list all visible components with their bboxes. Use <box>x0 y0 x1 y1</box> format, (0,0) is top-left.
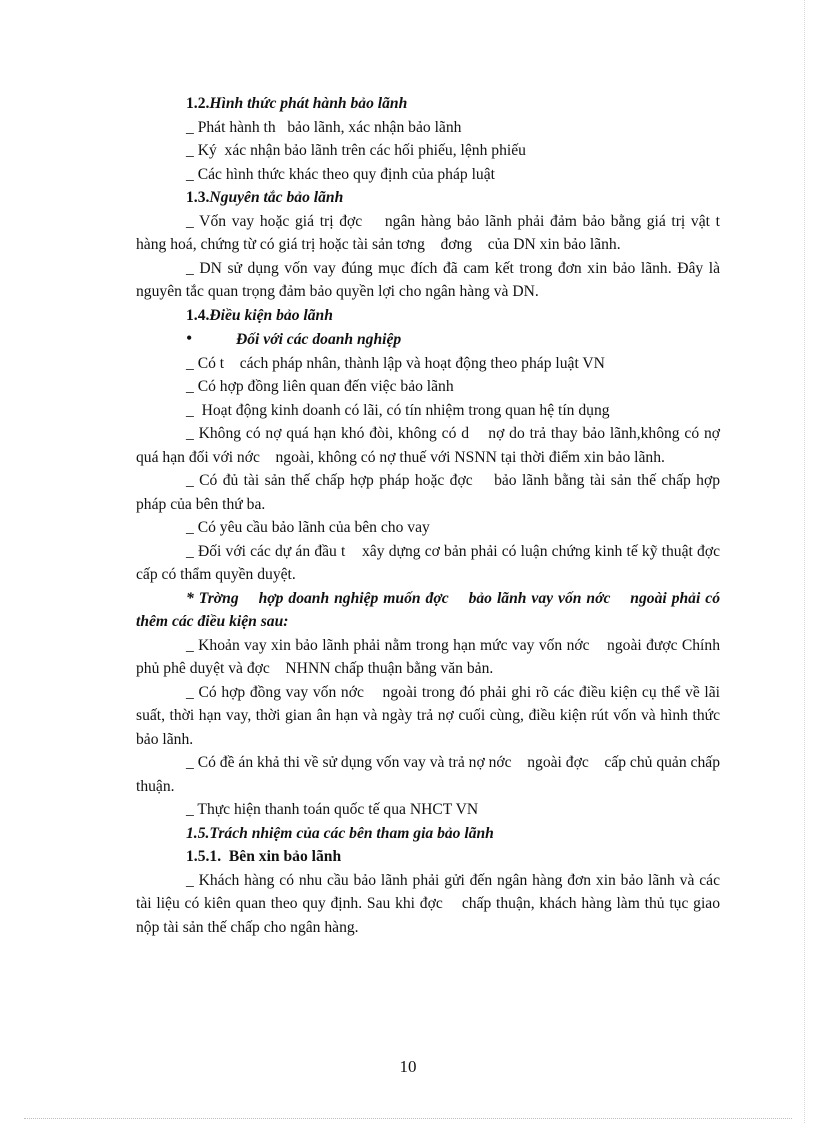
page-bottom-rule <box>24 1118 792 1119</box>
s14-item-4: _ Không có nợ quá hạn khó đòi, không có d nợ do trả thay bảo lãnh,không có nợ quá hạn đối với nớc ngoài, không có nợ thuế với NSNN tại thời điểm xin bảo lãnh. <box>136 425 724 466</box>
section-1-2-heading <box>136 92 720 116</box>
section-1-5-title: 1.5.Trách nhiệm của các bên tham gia bảo lãnh <box>186 824 494 842</box>
s14-bullet-heading <box>136 327 720 352</box>
s14-item-1: _ Có t cách pháp nhân, thành lập và hoạt động theo pháp luật VN <box>186 354 605 372</box>
s14-item-7: _ Đối với các dự án đầu t xây dựng cơ bản phải có luận chứng kinh tế kỹ thuật đợc cấp có thẩm quyền duyệt. <box>136 542 736 583</box>
section-1-3-heading <box>136 186 720 210</box>
s13-paragraph-1: _ Vốn vay hoặc giá trị đợc ngân hàng bảo lãnh phải đảm bảo bằng giá trị vật t hàng hoá, chứng từ có giá trị hoặc tài sản tơng đơng của DN xin bảo lãnh. <box>136 212 732 253</box>
s12-item-3: _ Các hình thức khác theo quy định của pháp luật <box>186 165 495 183</box>
s12-item-2: _ Ký xác nhận bảo lãnh trên các hối phiếu, lệnh phiếu <box>186 142 526 159</box>
section-1-4-heading <box>136 304 720 328</box>
section-1-4-title: Điều kiện bảo lãnh <box>209 306 333 324</box>
section-1-2-number: 1.2. <box>186 95 210 112</box>
section-1-3-number: 1.3. <box>186 189 210 206</box>
document-body <box>136 92 736 939</box>
s14-special-item-4: _ Thực hiện thanh toán quốc tế qua NHCT VN <box>186 801 479 818</box>
s14-item-6: _ Có yêu cầu bảo lãnh của bên cho vay <box>186 519 430 536</box>
s14-special-item-3: _ Có đề án khả thi về sử dụng vốn vay và trả nợ nớc ngoài đợc cấp chủ quản chấp thuận. <box>136 754 724 795</box>
s14-item-2: _ Có hợp đồng liên quan đến việc bảo lãnh <box>186 378 454 395</box>
s14-special-item-2: _ Có hợp đồng vay vốn nớc ngoài trong đó phải ghi rõ các điều kiện cụ thể về lãi suất, thời hạn vay, thời gian ân hạn và ngày trả nợ cuối cùng, điều kiện rút vốn và hình thức bảo lãnh. <box>136 683 724 748</box>
section-1-4-number: 1.4. <box>186 306 210 324</box>
s14-item-3: _ Hoạt động kinh doanh có lãi, có tín nhiệm trong quan hệ tín dụng <box>186 401 610 419</box>
s13-paragraph-2: _ DN sử dụng vốn vay đúng mục đích đã cam kết trong đơn xin bảo lãnh. Đây là nguyên tắc quan trọng đảm bảo quyền lợi cho ngân hàng và DN. <box>136 259 724 300</box>
s14-item-5: _ Có đủ tài sản thế chấp hợp pháp hoặc đợc bảo lãnh bằng tài sản thế chấp hợp pháp của bên thứ ba. <box>136 472 724 513</box>
section-1-5-1-title: 1.5.1. Bên xin bảo lãnh <box>186 848 342 865</box>
bullet-icon: • <box>186 328 193 348</box>
section-1-3-title: Nguyên tắc bảo lãnh <box>209 189 344 206</box>
section-1-5-heading <box>136 822 720 846</box>
s14-bullet-title: Đối với các doanh nghiệp <box>236 331 402 348</box>
s12-item-1: _ Phát hành th bảo lãnh, xác nhận bảo lãnh <box>186 118 462 136</box>
page-number: 10 <box>399 1057 417 1076</box>
s14-special-item-1: _ Khoản vay xin bảo lãnh phải nằm trong hạn mức vay vốn nớc ngoài được Chính phủ phê duyệt và đợc NHNN chấp thuận bằng văn bản. <box>136 636 724 677</box>
s14-special-title: * Trờng hợp doanh nghiệp muốn đợc bảo lãnh vay vốn nớc ngoài phải có thêm các điều kiện sau: <box>136 589 724 630</box>
page-right-rule <box>804 0 805 1123</box>
section-1-5-1-heading <box>136 845 720 869</box>
section-1-2-title: Hình thức phát hành bảo lãnh <box>209 95 408 112</box>
s151-paragraph-1: _ Khách hàng có nhu cầu bảo lãnh phải gửi đến ngân hàng đơn xin bảo lãnh và các tài liệu có kiên quan theo quy định. Sau khi đợc chấp thuận, khách hàng làm thủ tục giao nộp tài sản thế chấp cho ngân hàng. <box>136 871 724 936</box>
